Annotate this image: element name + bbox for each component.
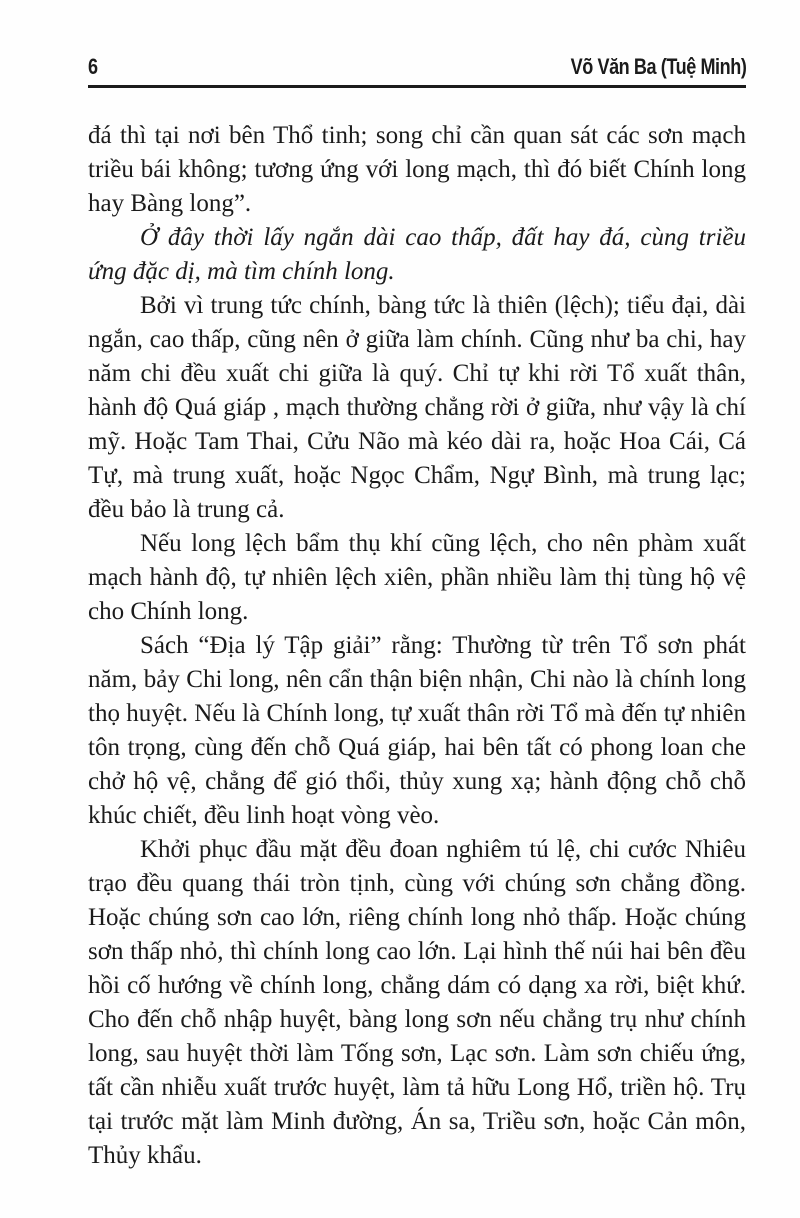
paragraph-continuation: đá thì tại nơi bên Thổ tinh; song chỉ cần quan sát các sơn mạch triều bái không; tương ứng với long mạch, thì đó biết Chính long hay Bàng long”. [88,122,746,217]
page-number: 6 [88,54,98,79]
page-text [88,119,746,1173]
paragraph: Bởi vì trung tức chính, bàng tức là thiên (lệch); tiểu đại, dài ngắn, cao thấp, cũng nên ở giữa làm chính. Cũng như ba chi, hay năm chi đều xuất chi giữa là quý. Chỉ tự khi rời Tổ xuất thân, hành độ Quá giáp , mạch thường chẳng rời ở giữa, như vậy là chí mỹ. Hoặc Tam Thai, Cửu Não mà kéo dài ra, hoặc Hoa Cái, Cá Tự, mà trung xuất, hoặc Ngọc Chẩm, Ngự Bình, mà trung lạc; đều bảo là trung cả. [88,292,746,523]
page-header [88,56,746,78]
paragraph-italic-commentary: Ở đây thời lấy ngắn dài cao thấp, đất hay đá, cùng triều ứng đặc dị, mà tìm chính long. [88,224,746,285]
running-head-author: Võ Văn Ba (Tuệ Minh) [570,54,746,79]
header-rule [88,85,746,88]
paragraph: Sách “Địa lý Tập giải” rằng: Thường từ trên Tổ sơn phát năm, bảy Chi long, nên cẩn thận biện nhận, Chi nào là chính long thọ huyệt. Nếu là Chính long, tự xuất thân rời Tổ mà đến tự nhiên tôn trọng, cùng đến chỗ Quá giáp, hai bên tất có phong loan che chở hộ vệ, chẳng để gió thổi, thủy xung xạ; hành động chỗ chỗ khúc chiết, đều linh hoạt vòng vèo. [88,632,746,829]
paragraph: Nếu long lệch bẩm thụ khí cũng lệch, cho nên phàm xuất mạch hành độ, tự nhiên lệch xiên, phần nhiều làm thị tùng hộ vệ cho Chính long. [88,530,746,625]
paragraph: Khởi phục đầu mặt đều đoan nghiêm tú lệ, chi cước Nhiêu trạo đều quang thái tròn tịnh, cùng với chúng sơn chẳng đồng. Hoặc chúng sơn cao lớn, riêng chính long nhỏ thấp. Hoặc chúng sơn thấp nhỏ, thì chính long cao lớn. Lại hình thế núi hai bên đều hồi cố hướng về chính long, chẳng dám có dạng xa rời, biệt khứ. Cho đến chỗ nhập huyệt, bàng long sơn nếu chẳng trụ như chính long, sau huyệt thời làm Tống sơn, Lạc sơn. Làm sơn chiếu ứng, tất cần nhiễu xuất trước huyệt, làm tả hữu Long Hổ, triền hộ. Trụ tại trước mặt làm Minh đường, Án sa, Triều sơn, hoặc Cản môn, Thủy khẩu. [88,836,746,1169]
